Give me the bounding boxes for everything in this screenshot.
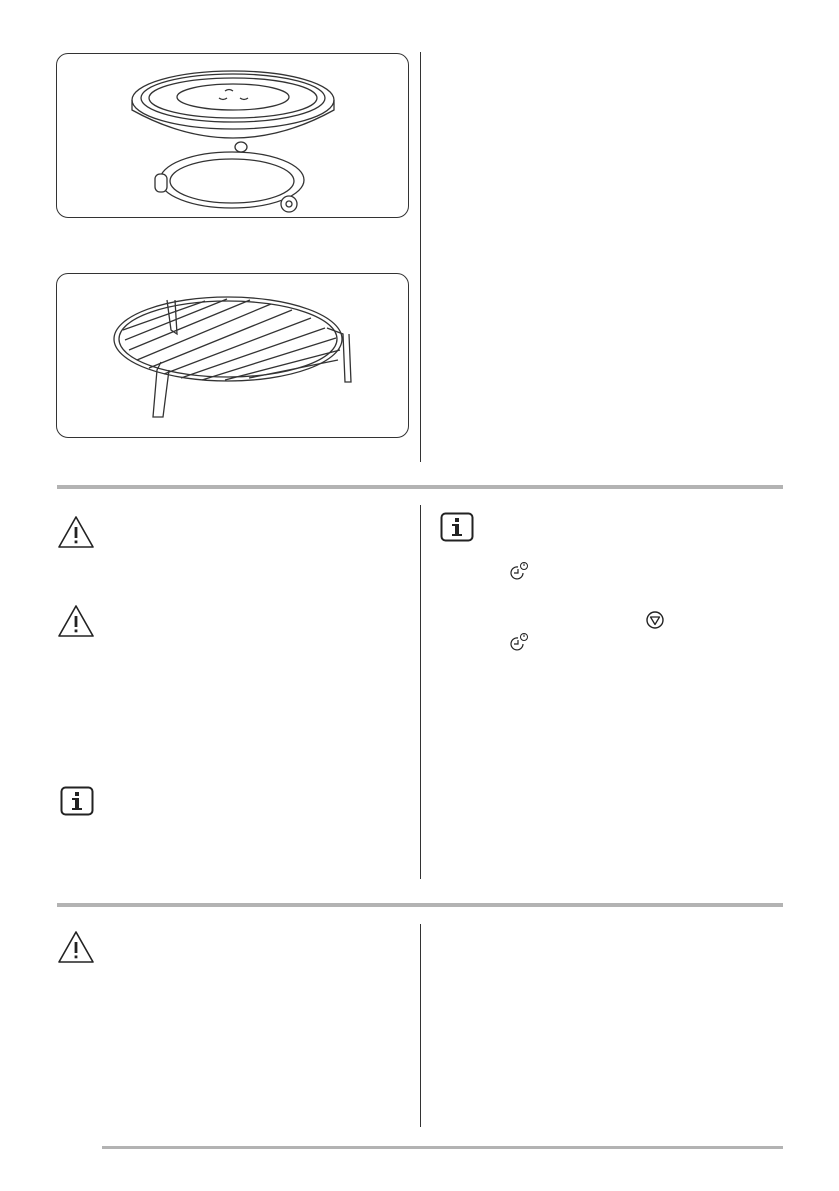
wire-rack-figure-frame xyxy=(56,273,409,438)
turntable-figure-frame xyxy=(56,53,409,218)
warning-triangle-icon xyxy=(56,929,96,965)
section-rule xyxy=(57,903,783,907)
column-divider xyxy=(420,52,421,462)
warning-triangle-icon xyxy=(56,514,96,550)
wire-rack-illustration xyxy=(57,274,410,439)
section-rule xyxy=(57,485,783,489)
info-icon xyxy=(440,512,474,542)
info-icon xyxy=(60,786,94,816)
page-bottom-rule xyxy=(102,1146,783,1149)
clock-icon xyxy=(508,561,530,583)
clock-icon xyxy=(508,632,530,654)
warning-triangle-icon xyxy=(56,603,96,639)
stop-icon xyxy=(645,610,665,630)
column-divider xyxy=(420,505,421,879)
turntable-illustration xyxy=(57,54,410,219)
column-divider xyxy=(420,924,421,1127)
